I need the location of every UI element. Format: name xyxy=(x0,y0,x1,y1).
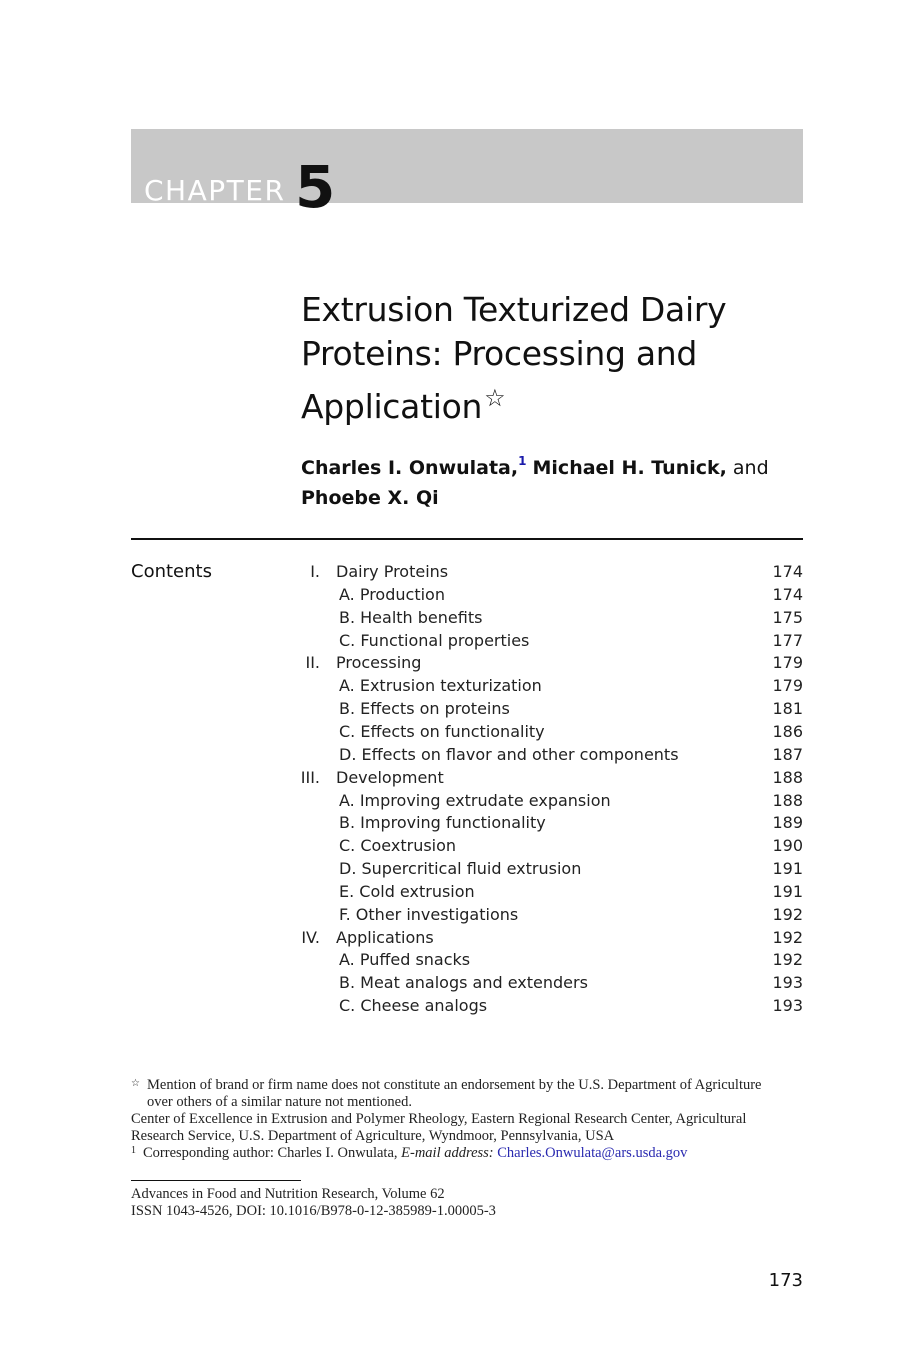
title-line-2: Proteins: Processing and xyxy=(301,334,698,373)
toc-entry[interactable] xyxy=(0,972,901,995)
toc-page-number: 189 xyxy=(772,813,803,833)
toc-entry-label: A. Extrusion texturization xyxy=(339,676,542,696)
disclaimer-line-1: Mention of brand or firm name does not constitute an endorsement by the U.S. Department of Agriculture xyxy=(147,1077,762,1093)
footnote-star-icon[interactable]: ☆ xyxy=(484,384,506,412)
toc-entry[interactable] xyxy=(0,561,901,584)
toc-page-number: 191 xyxy=(772,881,803,901)
toc-page-number: 179 xyxy=(772,653,803,673)
toc-entry[interactable] xyxy=(0,675,901,698)
toc-entry-label: D. Supercritical fluid extrusion xyxy=(339,859,582,879)
toc-page-number: 192 xyxy=(772,904,803,924)
author-name: Phoebe X. Qi xyxy=(301,487,439,509)
chapter-word: CHAPTER xyxy=(144,174,286,207)
title-line-3 xyxy=(301,376,801,429)
toc-section-number: IV. xyxy=(301,927,320,947)
toc-page-number: 181 xyxy=(772,699,803,719)
toc-entry-label: C. Coextrusion xyxy=(339,836,457,856)
toc-entry-label: C. Cheese analogs xyxy=(339,996,488,1016)
toc-entry[interactable] xyxy=(0,835,901,858)
toc-entry[interactable] xyxy=(0,652,901,675)
toc-entry[interactable] xyxy=(0,721,901,744)
chapter-title xyxy=(301,288,801,429)
toc-page-number: 191 xyxy=(772,859,803,879)
toc-entry-label: E. Cold extrusion xyxy=(339,881,475,901)
email-link[interactable]: Charles.Onwulata@ars.usda.gov xyxy=(497,1145,688,1161)
toc-entry-label: A. Puffed snacks xyxy=(339,950,471,970)
toc-page-number: 193 xyxy=(772,996,803,1016)
toc-page-number: 188 xyxy=(772,790,803,810)
author-line-2 xyxy=(301,483,801,513)
corresponding-text: Corresponding author: Charles I. Onwulata, xyxy=(143,1145,398,1161)
toc-entry[interactable] xyxy=(0,881,901,904)
affiliation-line-2: Research Service, U.S. Department of Agriculture, Wyndmoor, Pennsylvania, USA xyxy=(131,1128,615,1144)
toc-entry-label: B. Effects on proteins xyxy=(339,699,510,719)
toc-entry-label: C. Effects on functionality xyxy=(339,721,545,741)
toc-entry[interactable] xyxy=(0,790,901,813)
author-line-1 xyxy=(301,446,801,483)
toc-entry-label: A. Improving extrudate expansion xyxy=(339,790,611,810)
toc-page-number: 192 xyxy=(772,950,803,970)
toc-entry[interactable] xyxy=(0,584,901,607)
toc-entry-label: B. Meat analogs and extenders xyxy=(339,973,588,993)
section-divider xyxy=(131,538,803,540)
toc-entry-label: C. Functional properties xyxy=(339,630,530,650)
toc-entry-label: Development xyxy=(336,767,444,787)
toc-entry[interactable] xyxy=(0,995,901,1018)
affiliation-line-1: Center of Excellence in Extrusion and Polymer Rheology, Eastern Regional Research Center, Agricultural xyxy=(131,1111,747,1127)
email-label: E-mail address: xyxy=(401,1145,494,1161)
toc-entry[interactable] xyxy=(0,927,901,950)
footnote-number-mark: 1 xyxy=(131,1145,136,1156)
toc-entry[interactable] xyxy=(0,904,901,927)
author-name: Charles I. Onwulata, xyxy=(301,457,519,479)
title-line-1: Extrusion Texturized Dairy xyxy=(301,290,727,329)
toc-entry[interactable] xyxy=(0,744,901,767)
toc-section-number: I. xyxy=(310,562,320,581)
toc-page-number: 193 xyxy=(772,973,803,993)
footnote-divider xyxy=(131,1180,301,1181)
toc-section-number: III. xyxy=(300,767,320,787)
footnote-corresponding-author xyxy=(131,1145,806,1162)
publication-info xyxy=(131,1186,496,1220)
author-footnote-mark[interactable]: 1 xyxy=(518,454,527,468)
toc-page-number: 188 xyxy=(772,767,803,787)
toc-entry-label: A. Production xyxy=(339,584,445,604)
toc-entry[interactable] xyxy=(0,767,901,790)
toc-section-number: II. xyxy=(305,653,320,673)
footnote-star-mark: ☆ xyxy=(131,1078,140,1089)
toc-entry-label: B. Health benefits xyxy=(339,607,483,627)
footnote-affiliation xyxy=(131,1111,806,1145)
toc-entry[interactable] xyxy=(0,949,901,972)
page-number: 173 xyxy=(768,1270,803,1291)
toc-entry-label: F. Other investigations xyxy=(339,904,519,924)
footnote-disclaimer xyxy=(131,1077,806,1111)
issn-doi: ISSN 1043-4526, DOI: 10.1016/B978-0-12-385989-1.00005-3 xyxy=(131,1203,496,1219)
toc-page-number: 174 xyxy=(772,584,803,604)
toc-entry[interactable] xyxy=(0,698,901,721)
toc-page-number: 187 xyxy=(772,744,803,764)
toc-entry[interactable] xyxy=(0,607,901,630)
toc-page-number: 174 xyxy=(772,562,803,581)
toc-page-number: 186 xyxy=(772,721,803,741)
toc-page-number: 177 xyxy=(772,630,803,650)
footnotes xyxy=(131,1077,806,1162)
journal-volume: Advances in Food and Nutrition Research, Volume 62 xyxy=(131,1186,445,1202)
chapter-number: 5 xyxy=(295,153,336,221)
title-line-3-text: Application xyxy=(301,387,483,426)
toc-page-number: 179 xyxy=(772,676,803,696)
toc-entry-label: B. Improving functionality xyxy=(339,813,546,833)
toc-entry-label: D. Effects on flavor and other components xyxy=(339,744,679,764)
author-conjunction: and xyxy=(732,457,769,479)
toc-entry[interactable] xyxy=(0,630,901,653)
toc-entry[interactable] xyxy=(0,858,901,881)
toc-entry-label: Applications xyxy=(336,927,434,947)
contents-heading: Contents xyxy=(131,561,212,582)
toc-entry-label: Processing xyxy=(336,653,422,673)
author-list xyxy=(301,446,801,513)
disclaimer-line-2: over others of a similar nature not mentioned. xyxy=(147,1094,412,1110)
toc-entry-label: Dairy Proteins xyxy=(336,562,449,581)
toc-page-number: 192 xyxy=(772,927,803,947)
toc-page-number: 175 xyxy=(772,607,803,627)
toc-page-number: 190 xyxy=(772,836,803,856)
toc-entry[interactable] xyxy=(0,812,901,835)
author-name: Michael H. Tunick, xyxy=(532,457,727,479)
